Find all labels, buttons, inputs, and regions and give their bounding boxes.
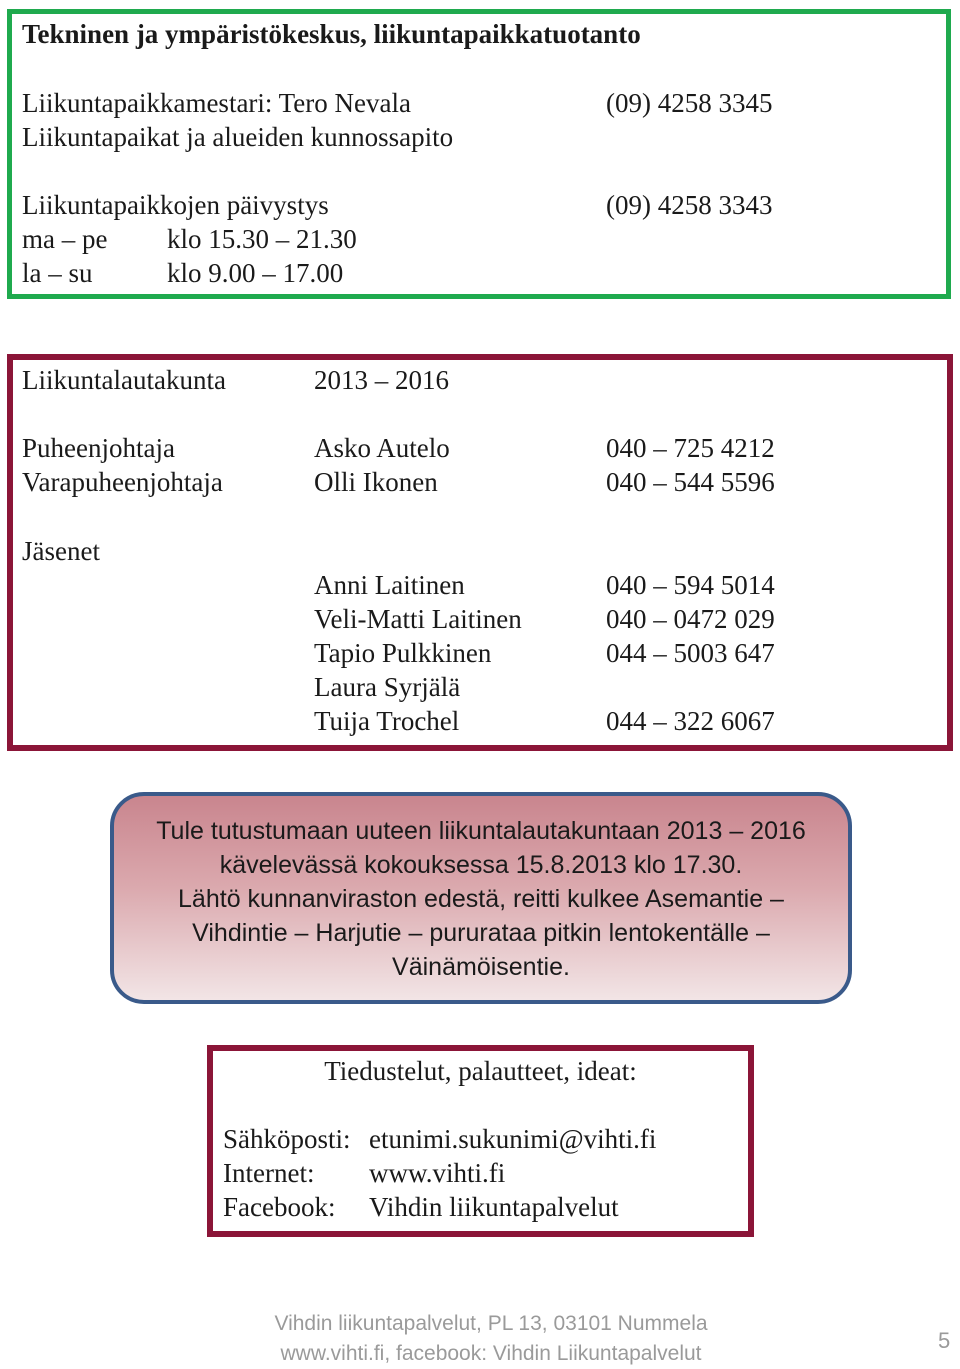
member-name: Anni Laitinen: [314, 570, 465, 600]
master-label: Liikuntapaikkamestari: Tero Nevala: [22, 88, 411, 118]
section1-title: Tekninen ja ympäristökeskus, liikuntapaikkatuotanto: [22, 19, 641, 49]
member-phone: 040 – 594 5014: [606, 570, 775, 600]
board-title: Liikuntalautakunta: [22, 365, 226, 395]
member-phone: 044 – 5003 647: [606, 638, 775, 668]
contact-heading: Tiedustelut, palautteet, ideat:: [324, 1056, 637, 1086]
note-line: kävelevässä kokouksessa 15.8.2013 klo 17.30.: [219, 851, 743, 879]
member-name: Tuija Trochel: [314, 706, 460, 736]
email-value[interactable]: etunimi.sukunimi@vihti.fi: [369, 1124, 657, 1154]
footer-links: www.vihti.fi, facebook: Vihdin Liikuntapalvelut: [280, 1342, 702, 1365]
footer-address: Vihdin liikuntapalvelut, PL 13, 03101 Nummela: [274, 1312, 708, 1335]
chair-phone: 040 – 725 4212: [606, 433, 775, 463]
note-line: Vihdintie – Harjutie – pururataa pitkin lentokentälle –: [192, 919, 770, 947]
member-name: Tapio Pulkkinen: [314, 638, 492, 668]
duty-phone: (09) 4258 3343: [606, 190, 773, 220]
master-phone: (09) 4258 3345: [606, 88, 773, 118]
member-phone: 044 – 322 6067: [606, 706, 775, 736]
member-name: Laura Syrjälä: [314, 672, 461, 702]
hours-days: la – su: [22, 258, 93, 288]
member-phone: 040 – 0472 029: [606, 604, 775, 634]
board-period: 2013 – 2016: [314, 365, 449, 395]
vice-phone: 040 – 544 5596: [606, 467, 775, 497]
walking-meeting-note: [110, 792, 852, 1004]
vice-name: Olli Ikonen: [314, 467, 438, 497]
email-label: Sähköposti:: [223, 1124, 351, 1154]
facebook-value[interactable]: Vihdin liikuntapalvelut: [369, 1192, 619, 1222]
sports-facilities-box: [7, 9, 951, 299]
duty-label: Liikuntapaikkojen päivystys: [22, 190, 329, 220]
note-line: Tule tutustumaan uuteen liikuntalautakuntaan 2013 – 2016: [156, 817, 806, 845]
internet-label: Internet:: [223, 1158, 315, 1188]
vice-role: Varapuheenjohtaja: [22, 467, 223, 497]
note-line: Väinämöisentie.: [392, 953, 570, 981]
note-line: Lähtö kunnanviraston edestä, reitti kulkee Asemantie –: [178, 885, 784, 913]
member-name: Veli-Matti Laitinen: [314, 604, 522, 634]
chair-name: Asko Autelo: [314, 433, 450, 463]
hours-time: klo 15.30 – 21.30: [167, 224, 357, 254]
internet-link[interactable]: www.vihti.fi: [369, 1158, 506, 1188]
members-label: Jäsenet: [22, 536, 100, 566]
hours-time: klo 9.00 – 17.00: [167, 258, 344, 288]
hours-days: ma – pe: [22, 224, 108, 254]
chair-role: Puheenjohtaja: [22, 433, 175, 463]
facebook-label: Facebook:: [223, 1192, 336, 1222]
sports-board-box: [7, 354, 953, 751]
page-number: 5: [938, 1328, 951, 1353]
maintenance-label: Liikuntapaikat ja alueiden kunnossapito: [22, 122, 454, 152]
